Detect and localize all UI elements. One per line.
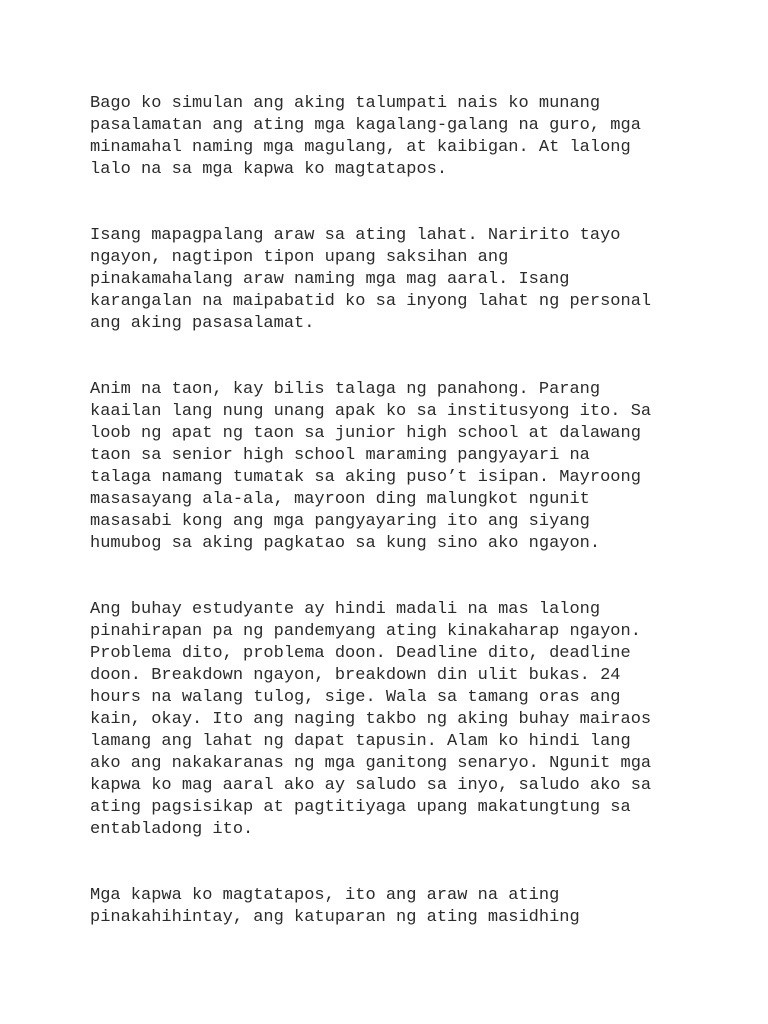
paragraph-2 <box>90 225 690 335</box>
text-line: pinakahihintay, ang katuparan ng ating masidhing <box>90 908 580 927</box>
text-line: pasalamatan ang ating mga kagalang-galang na guro, mga <box>90 116 641 135</box>
text-line: lalo na sa mga kapwa ko magtatapos. <box>90 160 448 179</box>
paragraph-4 <box>90 599 690 841</box>
text-line: kapwa ko mag aaral ako ay saludo sa inyo, saludo ako sa <box>90 776 652 795</box>
text-line: talaga namang tumatak sa aking puso’t isipan. Mayroong <box>90 468 641 487</box>
text-line: pinahirapan pa ng pandemyang ating kinakaharap ngayon. <box>90 622 641 641</box>
text-line: Problema dito, problema doon. Deadline dito, deadline <box>90 644 631 663</box>
text-line: Isang mapagpalang araw sa ating lahat. Naririto tayo <box>90 226 621 245</box>
text-line: ngayon, nagtipon tipon upang saksihan ang <box>90 248 509 267</box>
text-line: kain, okay. Ito ang naging takbo ng aking buhay mairaos <box>90 710 652 729</box>
text-line: masasayang ala-ala, mayroon ding malungkot ngunit <box>90 490 590 509</box>
paragraph-5 <box>90 885 690 929</box>
text-line: entabladong ito. <box>90 820 254 839</box>
text-line: pinakamahalang araw naming mga mag aaral. Isang <box>90 270 570 289</box>
text-line: humubog sa aking pagkatao sa kung sino ako ngayon. <box>90 534 601 553</box>
text-line: Bago ko simulan ang aking talumpati nais ko munang <box>90 94 601 113</box>
text-line: masasabi kong ang mga pangyayaring ito ang siyang <box>90 512 590 531</box>
text-line: ating pagsisikap at pagtitiyaga upang makatungtung sa <box>90 798 631 817</box>
text-line: lamang ang lahat ng dapat tapusin. Alam ko hindi lang <box>90 732 631 751</box>
paragraph-1 <box>90 93 690 181</box>
text-line: kaailan lang nung unang apak ko sa institusyong ito. Sa <box>90 402 652 421</box>
text-line: doon. Breakdown ngayon, breakdown din ulit bukas. 24 <box>90 666 621 685</box>
text-line: minamahal naming mga magulang, at kaibigan. At lalong <box>90 138 631 157</box>
text-line: karangalan na maipabatid ko sa inyong lahat ng personal <box>90 292 652 311</box>
paragraph-3 <box>90 379 690 555</box>
speech-text <box>90 93 690 973</box>
text-line: ang aking pasasalamat. <box>90 314 315 333</box>
text-line: Anim na taon, kay bilis talaga ng panahong. Parang <box>90 380 601 399</box>
text-line: Mga kapwa ko magtatapos, ito ang araw na ating <box>90 886 560 905</box>
text-line: loob ng apat ng taon sa junior high school at dalawang <box>90 424 641 443</box>
text-line: ako ang nakakaranas ng mga ganitong senaryo. Ngunit mga <box>90 754 652 773</box>
text-line: Ang buhay estudyante ay hindi madali na mas lalong <box>90 600 601 619</box>
text-line: taon sa senior high school maraming pangyayari na <box>90 446 590 465</box>
text-line: hours na walang tulog, sige. Wala sa tamang oras ang <box>90 688 621 707</box>
